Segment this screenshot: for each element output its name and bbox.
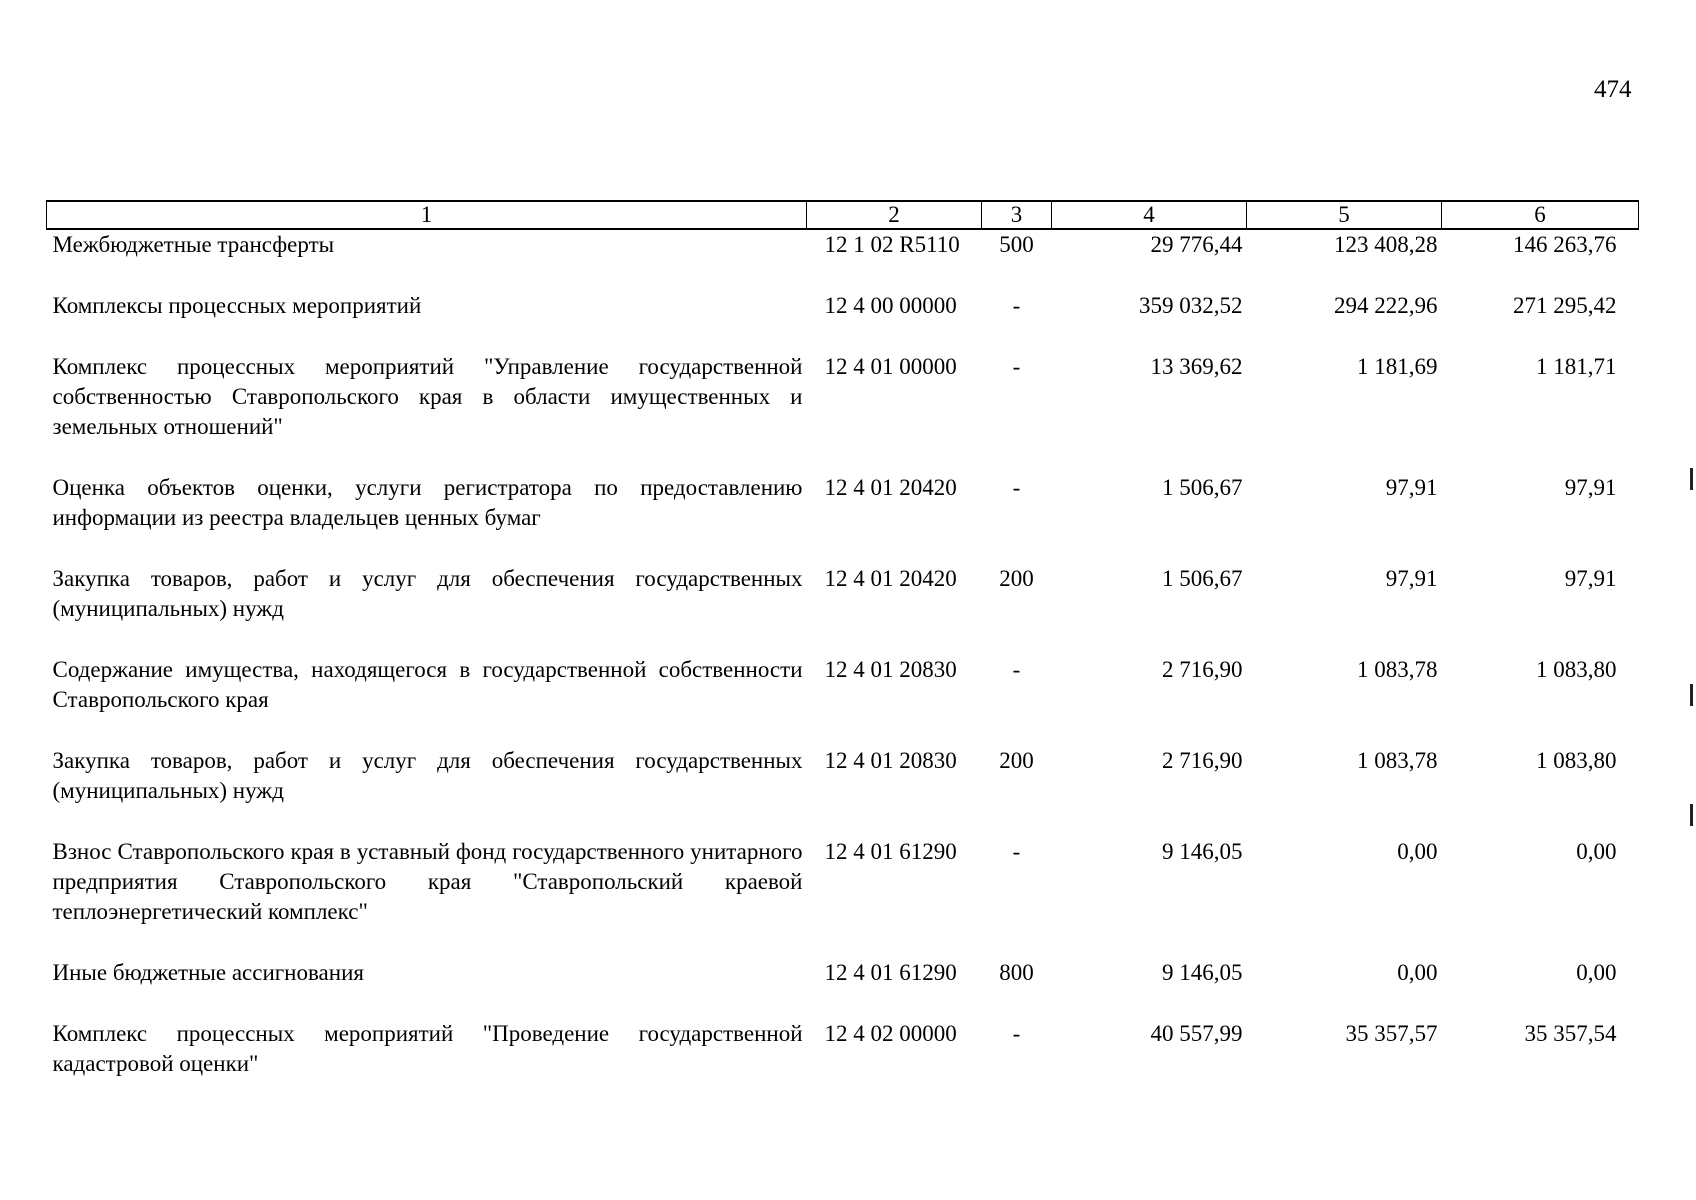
column-header-6: 6 bbox=[1442, 201, 1639, 229]
row-value-4: 359 032,52 bbox=[1139, 293, 1243, 318]
row-value-5: 97,91 bbox=[1385, 566, 1438, 591]
row-value-5: 35 357,57 bbox=[1345, 1021, 1438, 1046]
column-header-4: 4 bbox=[1052, 201, 1247, 229]
row-value-5: 123 408,28 bbox=[1334, 232, 1438, 257]
row-code: 12 4 01 00000 bbox=[824, 354, 957, 379]
row-name: Закупка товаров, работ и услуг для обеспечения государственных (муниципальных) нужд bbox=[52, 566, 803, 621]
row-code: 12 4 02 00000 bbox=[824, 1021, 957, 1046]
row-value-5: 0,00 bbox=[1397, 960, 1438, 985]
row-name: Комплекс процессных мероприятий "Проведение государственной кадастровой оценки" bbox=[52, 1021, 803, 1076]
column-header-5: 5 bbox=[1247, 201, 1442, 229]
row-type: 800 bbox=[999, 960, 1034, 985]
row-value-4: 29 776,44 bbox=[1150, 232, 1243, 257]
column-header-2: 2 bbox=[807, 201, 982, 229]
row-type: - bbox=[1012, 839, 1021, 864]
row-name: Комплексы процессных мероприятий bbox=[52, 293, 422, 318]
row-value-4: 40 557,99 bbox=[1150, 1021, 1243, 1046]
row-value-5: 97,91 bbox=[1385, 475, 1438, 500]
row-name: Взнос Ставропольского края в уставный фонд государственного унитарного предприятия Ставропольского края "Ставропольский краевой теплоэнергетический комплекс" bbox=[52, 839, 803, 924]
row-value-5: 294 222,96 bbox=[1334, 293, 1438, 318]
table-header-row bbox=[47, 201, 1639, 229]
row-type: - bbox=[1012, 1021, 1021, 1046]
row-type: 200 bbox=[999, 748, 1034, 773]
row-code: 12 4 01 20830 bbox=[824, 748, 957, 773]
row-code: 12 4 01 61290 bbox=[824, 839, 957, 864]
row-value-6: 1 083,80 bbox=[1536, 657, 1617, 682]
table-row bbox=[47, 1019, 1639, 1110]
row-code: 12 4 01 20830 bbox=[824, 657, 957, 682]
row-value-4: 13 369,62 bbox=[1150, 354, 1243, 379]
row-value-6: 0,00 bbox=[1576, 839, 1617, 864]
row-value-5: 1 083,78 bbox=[1357, 748, 1438, 773]
row-value-4: 9 146,05 bbox=[1162, 960, 1243, 985]
row-value-6: 1 181,71 bbox=[1536, 354, 1617, 379]
page-number: 474 bbox=[1594, 76, 1632, 103]
table-row bbox=[47, 352, 1639, 473]
row-name: Содержание имущества, находящегося в государственной собственности Ставропольского края bbox=[52, 657, 803, 712]
row-name: Иные бюджетные ассигнования bbox=[52, 960, 364, 985]
row-type: 500 bbox=[999, 232, 1034, 257]
row-name: Межбюджетные трансферты bbox=[52, 232, 335, 257]
table-row bbox=[47, 229, 1639, 291]
row-value-6: 97,91 bbox=[1564, 475, 1617, 500]
row-type: - bbox=[1012, 657, 1021, 682]
budget-table bbox=[46, 200, 1639, 1110]
row-value-5: 1 083,78 bbox=[1357, 657, 1438, 682]
table-row bbox=[47, 564, 1639, 655]
row-value-4: 9 146,05 bbox=[1162, 839, 1243, 864]
table-row bbox=[47, 655, 1639, 746]
table-row bbox=[47, 291, 1639, 352]
table-row bbox=[47, 473, 1639, 564]
row-value-5: 1 181,69 bbox=[1357, 354, 1438, 379]
row-type: 200 bbox=[999, 566, 1034, 591]
scan-edge-mark bbox=[1690, 468, 1693, 490]
row-value-5: 0,00 bbox=[1397, 839, 1438, 864]
row-value-4: 1 506,67 bbox=[1162, 566, 1243, 591]
row-value-4: 2 716,90 bbox=[1162, 748, 1243, 773]
row-value-6: 35 357,54 bbox=[1524, 1021, 1617, 1046]
row-type: - bbox=[1012, 475, 1021, 500]
table-row bbox=[47, 746, 1639, 837]
table-row bbox=[47, 958, 1639, 1019]
row-value-6: 0,00 bbox=[1576, 960, 1617, 985]
row-code: 12 4 01 61290 bbox=[824, 960, 957, 985]
row-name: Закупка товаров, работ и услуг для обеспечения государственных (муниципальных) нужд bbox=[52, 748, 803, 803]
row-code: 12 4 01 20420 bbox=[824, 475, 957, 500]
scan-edge-mark bbox=[1690, 804, 1693, 826]
column-header-1: 1 bbox=[47, 201, 807, 229]
table-row bbox=[47, 837, 1639, 958]
row-name: Комплекс процессных мероприятий "Управление государственной собственностью Ставропольского края в области имущественных и земельных отношений" bbox=[52, 354, 803, 439]
row-value-6: 146 263,76 bbox=[1513, 232, 1617, 257]
scan-edge-mark bbox=[1690, 684, 1693, 706]
row-value-6: 97,91 bbox=[1564, 566, 1617, 591]
row-value-6: 1 083,80 bbox=[1536, 748, 1617, 773]
row-code: 12 4 00 00000 bbox=[824, 293, 957, 318]
row-name: Оценка объектов оценки, услуги регистратора по предоставлению информации из реестра владельцев ценных бумаг bbox=[52, 475, 803, 530]
row-value-4: 1 506,67 bbox=[1162, 475, 1243, 500]
row-type: - bbox=[1012, 293, 1021, 318]
row-value-4: 2 716,90 bbox=[1162, 657, 1243, 682]
row-value-6: 271 295,42 bbox=[1513, 293, 1617, 318]
row-code: 12 1 02 R5110 bbox=[824, 232, 960, 257]
column-header-3: 3 bbox=[982, 201, 1052, 229]
row-type: - bbox=[1012, 354, 1021, 379]
row-code: 12 4 01 20420 bbox=[824, 566, 957, 591]
